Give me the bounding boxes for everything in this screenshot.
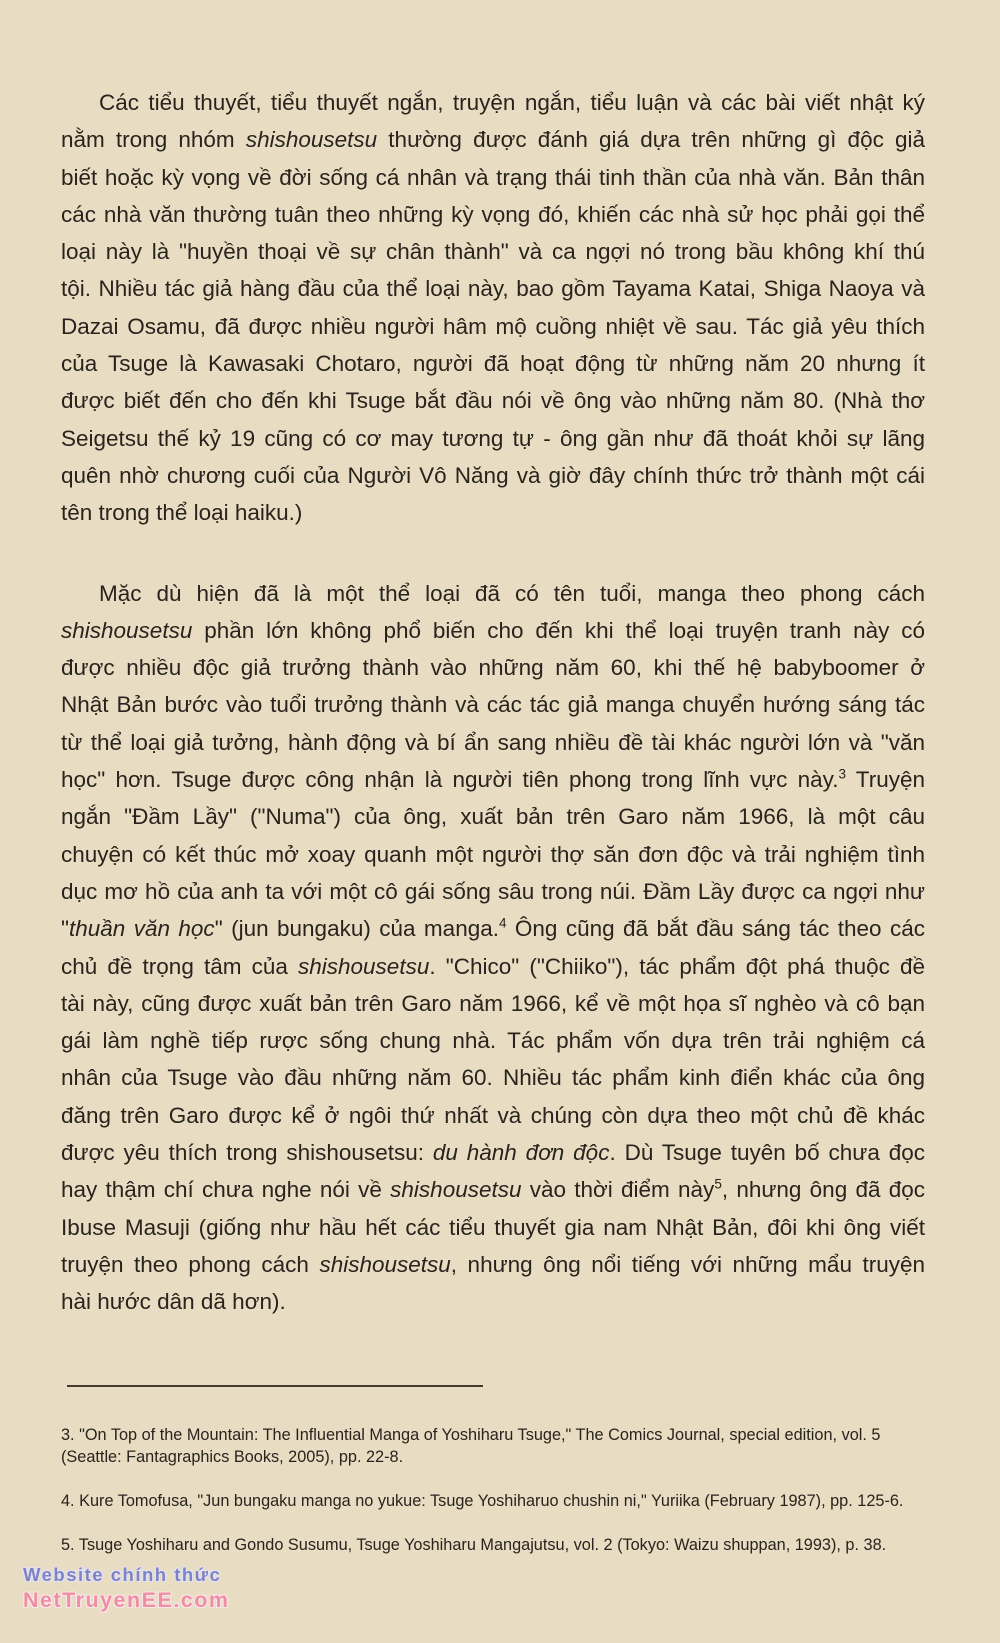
text-segment: chuyện có kết thúc mở xoay quanh một người thợ săn đơn độc và trải nghiệm tình bbox=[61, 841, 925, 867]
paragraph bbox=[61, 575, 925, 1321]
text-line bbox=[61, 494, 925, 531]
text-segment: " (jun bungaku) của manga. bbox=[214, 916, 499, 942]
text-segment: loại này là "huyền thoại về sự chân thành" và ca ngợi nó trong bầu không khí thú bbox=[61, 239, 925, 265]
text-segment: Các tiểu thuyết, tiểu thuyết ngắn, truyện ngắn, tiểu luận và các bài viết nhật ký bbox=[99, 90, 925, 115]
text-segment: " bbox=[61, 916, 69, 942]
text-line bbox=[61, 1171, 925, 1208]
text-segment: shishousetsu bbox=[61, 617, 193, 643]
text-segment: các nhà văn thường tuân theo những kỳ vọng đó, khiến các nhà sử học phải gọi thể bbox=[61, 201, 925, 227]
footnotes bbox=[61, 1424, 951, 1556]
text-segment: thuần văn học bbox=[69, 916, 215, 942]
text-line bbox=[61, 724, 925, 761]
watermark bbox=[23, 1564, 230, 1613]
footnote-3 bbox=[61, 1424, 951, 1468]
footnote-line: 3. "On Top of the Mountain: The Influential Manga of Yoshiharu Tsuge," The Comics Journal, special edition, vol. 5 bbox=[61, 1426, 881, 1444]
text-segment: ngắn "Đầm Lầy" ("Numa") của ông, xuất bản trên Garo năm 1966, là một câu bbox=[61, 804, 925, 830]
footnote-reference: 4 bbox=[498, 915, 507, 931]
text-segment: . "Chico" ("Chiiko"), tác phẩm đột phá thuộc đề bbox=[429, 953, 925, 979]
text-segment: được nhiều độc giả trưởng thành vào những năm 60, khi thế hệ babyboomer ở bbox=[61, 655, 925, 681]
text-segment: truyện theo phong cách bbox=[61, 1251, 320, 1277]
text-segment: biết hoặc kỳ vọng về đời sống cá nhân và trạng thái tinh thần của nhà văn. Bản thân bbox=[61, 164, 925, 190]
text-line bbox=[61, 457, 925, 494]
text-line bbox=[61, 382, 925, 419]
text-line bbox=[61, 1134, 925, 1171]
text-segment: tội. Nhiều tác giả hàng đầu của thể loại này, bao gồm Tayama Katai, Shiga Naoya và bbox=[61, 276, 925, 302]
text-segment: shishousetsu bbox=[319, 1251, 451, 1277]
text-segment: của Tsuge là Kawasaki Chotaro, người đã hoạt động từ những năm 20 nhưng ít bbox=[61, 351, 925, 377]
text-segment: gái làm nghề tiếp rược sống chung nhà. Tác phẩm vốn dựa trên trải nghiệm cá bbox=[61, 1028, 925, 1054]
text-line bbox=[61, 836, 925, 873]
text-segment: Nhật Bản bước vào tuổi trưởng thành và các tác giả manga chuyển hướng sáng tác bbox=[61, 692, 925, 718]
footnote-line: 4. Kure Tomofusa, "Jun bungaku manga no yukue: Tsuge Yoshiharuo chushin ni," Yuriika (February 1987), pp. 125-6. bbox=[61, 1492, 904, 1510]
footnote-5 bbox=[61, 1534, 951, 1556]
footnote-line: (Seattle: Fantagraphics Books, 2005), pp. 22-8. bbox=[61, 1448, 404, 1466]
text-line bbox=[61, 420, 925, 457]
text-line bbox=[61, 159, 925, 196]
text-segment: Truyện bbox=[845, 767, 925, 793]
watermark-site-label: Website chính thức bbox=[23, 1564, 222, 1585]
text-segment: Dazai Osamu, đã được nhiều người hâm mộ cuồng nhiệt về sau. Tác giả yêu thích bbox=[61, 313, 925, 339]
text-line bbox=[61, 345, 925, 382]
text-segment: từ thể loại giả tưởng, hành động và bí ẩn sang nhiều đề tài khác người lớn và "văn bbox=[61, 729, 925, 755]
text-line bbox=[61, 873, 925, 910]
text-segment: , nhưng ông nổi tiếng với những mẩu truyện bbox=[450, 1251, 925, 1277]
text-segment: , nhưng ông đã đọc bbox=[721, 1177, 925, 1203]
text-segment: vào thời điểm này bbox=[521, 1177, 715, 1203]
text-line bbox=[61, 1283, 925, 1320]
text-line bbox=[61, 84, 925, 121]
text-line bbox=[61, 121, 925, 158]
text-segment: nhân của Tsuge vào đầu những năm 60. Nhiều tác phẩm kinh điển khác của ông bbox=[61, 1065, 925, 1091]
text-line bbox=[61, 1209, 925, 1246]
watermark-site-name: NetTruyenEE.com bbox=[23, 1588, 230, 1612]
text-segment: hay thậm chí chưa nghe nói về bbox=[61, 1177, 391, 1203]
text-segment: tên trong thể loại haiku.) bbox=[61, 500, 303, 526]
text-segment: shishousetsu bbox=[390, 1177, 522, 1203]
text-line bbox=[61, 612, 925, 649]
text-segment: Mặc dù hiện đã là một thể loại đã có tên tuổi, manga theo phong cách bbox=[99, 580, 925, 606]
text-segment: dục mơ hồ của anh ta với một cô gái sống sâu trong núi. Đầm Lầy được ca ngợi như bbox=[61, 878, 925, 904]
text-segment: đăng trên Garo được kể ở ngôi thứ nhất và chúng còn dựa theo một chủ đề khác bbox=[61, 1102, 925, 1128]
text-line bbox=[61, 798, 925, 835]
footnote-reference: 3 bbox=[838, 766, 846, 782]
paragraph bbox=[61, 84, 925, 532]
text-segment: Ibuse Masuji (giống như hầu hết các tiểu thuyết gia nam Nhật Bản, đôi khi ông viết bbox=[61, 1214, 925, 1240]
text-line bbox=[61, 233, 925, 270]
text-segment: được biết đến cho đến khi Tsuge bắt đầu nói về ông vào những năm 80. (Nhà thơ bbox=[61, 388, 925, 414]
text-line bbox=[61, 1097, 925, 1134]
text-segment: được yêu thích trong shishousetsu: bbox=[61, 1140, 433, 1166]
text-line bbox=[61, 270, 925, 307]
text-line bbox=[61, 196, 925, 233]
text-line bbox=[61, 948, 925, 985]
text-segment: hài hước dân dã hơn). bbox=[61, 1289, 286, 1315]
footnote-separator bbox=[67, 1385, 483, 1387]
text-segment: . Dù Tsuge tuyên bố chưa đọc bbox=[609, 1140, 925, 1166]
text-segment: học" hơn. Tsuge được công nhận là người tiên phong trong lĩnh vực này. bbox=[61, 767, 839, 793]
text-segment: shishousetsu bbox=[298, 953, 430, 979]
footnote-reference: 5 bbox=[714, 1176, 722, 1192]
text-line bbox=[61, 686, 925, 723]
text-segment: quên nhờ chương cuối của Người Vô Năng và giờ đây chính thức trở thành một cái bbox=[61, 462, 925, 488]
text-line bbox=[61, 308, 925, 345]
text-line bbox=[61, 649, 925, 686]
text-segment: nằm trong nhóm bbox=[61, 127, 246, 153]
text-segment: thường được đánh giá dựa trên những gì độc giả bbox=[377, 127, 926, 153]
text-segment: Ông cũng đã bắt đầu sáng tác theo các bbox=[506, 916, 925, 942]
text-line bbox=[61, 1059, 925, 1096]
text-segment: shishousetsu bbox=[245, 127, 378, 153]
text-line bbox=[61, 985, 925, 1022]
text-line bbox=[61, 1246, 925, 1283]
text-segment: Seigetsu thế kỷ 19 cũng có cơ may tương tự - ông gần như đã thoát khỏi sự lãng bbox=[61, 425, 925, 451]
text-line bbox=[61, 910, 925, 947]
text-segment: chủ đề trọng tâm của bbox=[61, 953, 298, 979]
text-line bbox=[61, 575, 925, 612]
text-line bbox=[61, 761, 925, 798]
text-line bbox=[61, 1022, 925, 1059]
text-segment: tài này, cũng được xuất bản trên Garo năm 1966, kể về một họa sĩ nghèo và cô bạn bbox=[61, 990, 925, 1016]
article-text bbox=[61, 84, 925, 1321]
footnote-line: 5. Tsuge Yoshiharu and Gondo Susumu, Tsuge Yoshiharu Mangajutsu, vol. 2 (Tokyo: Waizu shuppan, 1993), p. 38. bbox=[61, 1536, 887, 1554]
text-segment: phần lớn không phổ biến cho đến khi thể loại truyện tranh này có bbox=[192, 617, 925, 643]
footnote-4 bbox=[61, 1490, 951, 1512]
text-segment: du hành đơn độc bbox=[432, 1140, 610, 1166]
